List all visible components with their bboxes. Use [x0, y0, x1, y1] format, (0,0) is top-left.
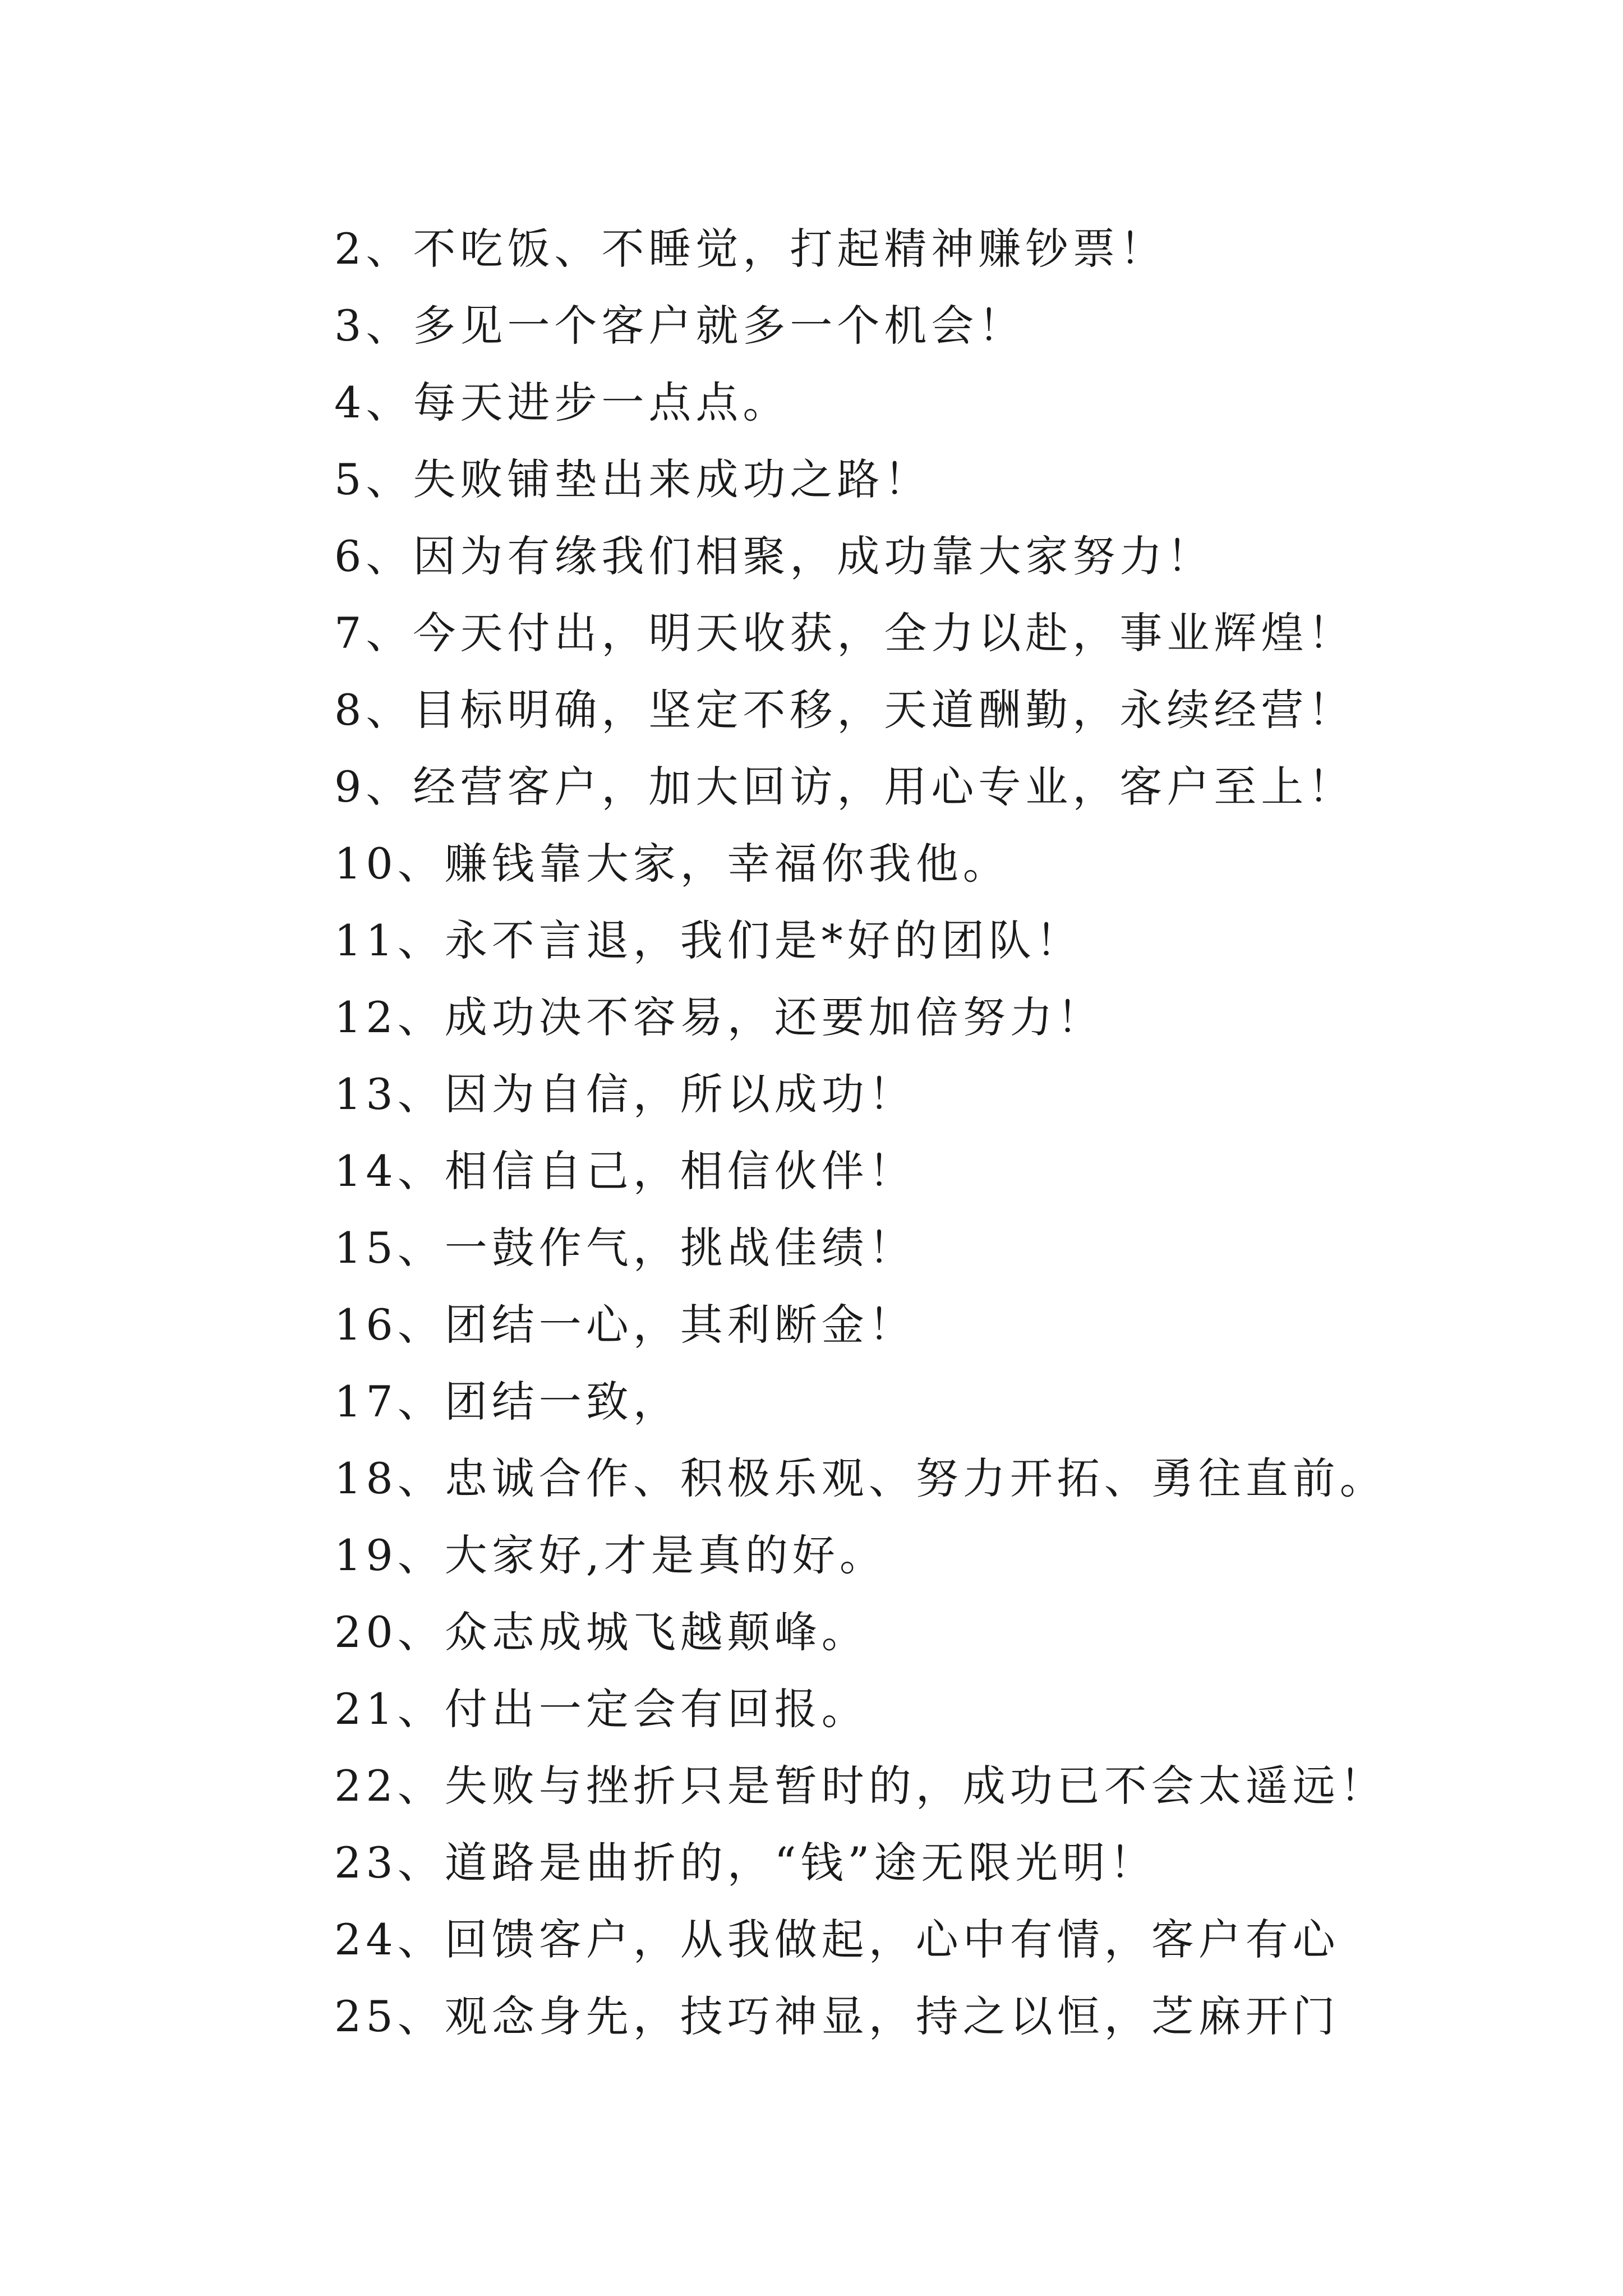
list-item: 24、回馈客户，从我做起，心中有情，客户有心 — [334, 1915, 1340, 1964]
list-item: 8、目标明确，坚定不移，天道酬勤，永续经营！ — [334, 685, 1355, 735]
list-item: 18、忠诚合作、积极乐观、努力开拓、勇往直前。 — [334, 1453, 1387, 1503]
list-item: 12、成功决不容易，还要加倍努力！ — [334, 992, 1104, 1042]
list-item: 16、团结一心，其利断金！ — [334, 1300, 916, 1350]
list-item: 17、团结一致， — [334, 1377, 680, 1427]
list-item: 21、付出一定会有回报。 — [334, 1684, 869, 1734]
list-item: 23、道路是曲折的，“钱”途无限光明！ — [334, 1838, 1157, 1888]
list-item: 19、大家好,才是真的好。 — [334, 1530, 887, 1580]
list-item: 14、相信自己，相信伙伴！ — [334, 1146, 916, 1196]
list-item: 13、因为自信，所以成功！ — [334, 1069, 916, 1119]
list-item: 5、失败铺垫出来成功之路！ — [334, 454, 932, 504]
list-item: 7、今天付出，明天收获，全力以赴，事业辉煌！ — [334, 608, 1355, 658]
list-item: 11、永不言退，我们是*好的团队！ — [334, 915, 1083, 965]
list-item: 25、观念身先，技巧神显，持之以恒，芝麻开门 — [334, 1991, 1340, 2041]
list-item: 20、众志成城飞越颠峰。 — [334, 1607, 869, 1657]
list-item: 15、一鼓作气，挑战佳绩！ — [334, 1223, 916, 1273]
list-item: 2、不吃饭、不睡觉，打起精神赚钞票！ — [334, 224, 1167, 274]
list-item: 22、失败与挫折只是暂时的，成功已不会太遥远！ — [334, 1761, 1387, 1811]
slogan-list — [334, 210, 1602, 2055]
list-item: 4、每天进步一点点。 — [334, 378, 790, 427]
list-item: 10、赚钱靠大家，幸福你我他。 — [334, 839, 1010, 889]
list-item: 6、因为有缘我们相聚，成功靠大家努力！ — [334, 531, 1214, 581]
list-item: 9、经营客户，加大回访，用心专业，客户至上！ — [334, 762, 1355, 812]
list-item: 3、多见一个客户就多一个机会！ — [334, 301, 1026, 351]
